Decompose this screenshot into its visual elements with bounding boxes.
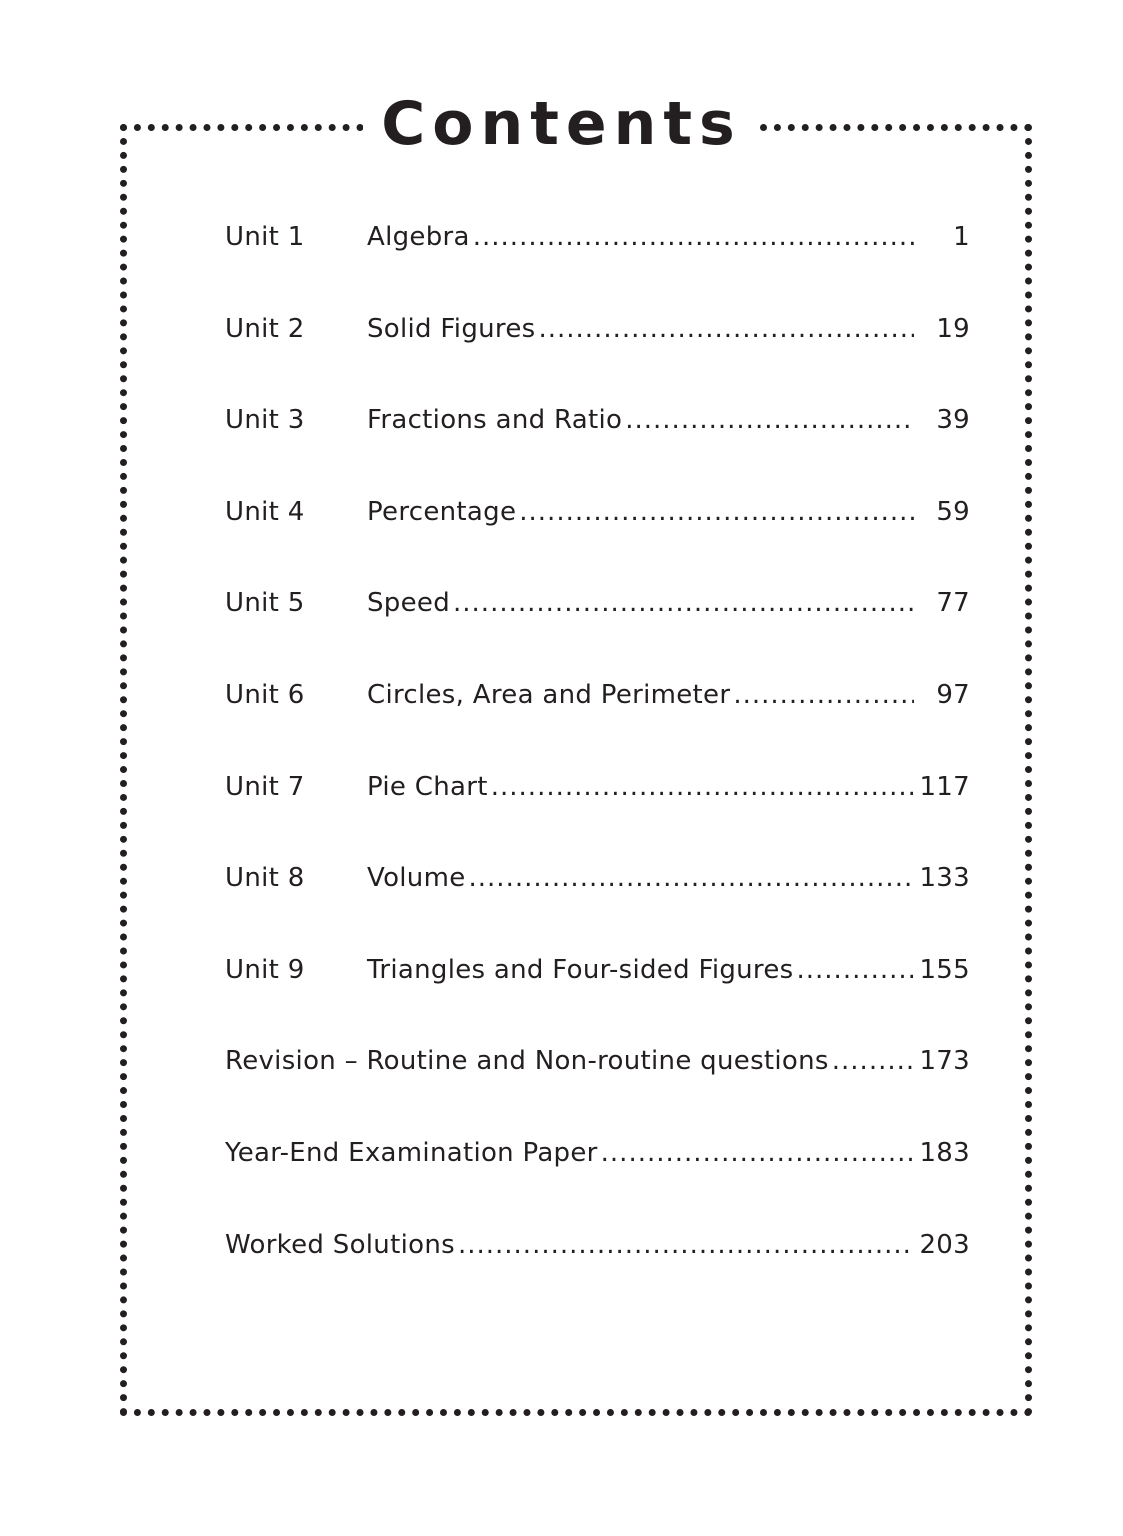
- dot-leader: [491, 764, 914, 810]
- page-number: 117: [919, 771, 970, 802]
- table-of-contents: [225, 214, 970, 1313]
- dot-leader: [469, 855, 914, 901]
- dot-leader: [519, 489, 914, 535]
- page-title-text: Contents: [363, 84, 759, 164]
- unit-label: Unit 6: [225, 679, 305, 710]
- entry-title: Year-End Examination Paper: [225, 1137, 598, 1168]
- unit-label: Unit 1: [225, 222, 305, 252]
- toc-entry-unit-6[interactable]: [225, 672, 970, 764]
- toc-entry-unit-9[interactable]: [225, 947, 970, 1039]
- page-number: 39: [936, 405, 970, 436]
- toc-entry-unit-2[interactable]: [225, 306, 970, 398]
- dot-leader: [458, 1222, 914, 1268]
- toc-entry-unit-3[interactable]: [225, 397, 970, 489]
- page-number: 203: [919, 1229, 970, 1260]
- toc-entry-unit-5[interactable]: [225, 580, 970, 672]
- dot-leader: [538, 306, 914, 352]
- unit-label: Unit 2: [225, 313, 305, 344]
- unit-label: Unit 5: [225, 588, 305, 619]
- entry-title: Triangles and Four-sided Figures: [367, 954, 794, 985]
- unit-label: Unit 7: [225, 771, 305, 802]
- page-number: 59: [936, 496, 970, 527]
- toc-entry-revision[interactable]: [225, 1038, 970, 1130]
- page-number: 133: [919, 863, 970, 894]
- entry-title: Fractions and Ratio: [367, 405, 623, 436]
- toc-entry-unit-1[interactable]: [225, 214, 970, 306]
- toc-entry-unit-8[interactable]: [225, 855, 970, 947]
- entry-title: Worked Solutions: [225, 1229, 455, 1260]
- entry-title: Algebra: [367, 222, 470, 252]
- toc-entry-year-end-exam[interactable]: [225, 1130, 970, 1222]
- dot-leader: [797, 947, 914, 993]
- entry-title: Circles, Area and Perimeter: [367, 679, 731, 710]
- entry-title: Volume: [367, 863, 466, 894]
- unit-label: Unit 8: [225, 863, 305, 894]
- page-number: 97: [936, 679, 970, 710]
- page-number: 155: [919, 954, 970, 985]
- entry-title: Speed: [367, 588, 451, 619]
- dot-leader: [733, 672, 914, 718]
- dot-leader: [832, 1038, 914, 1084]
- entry-title: Percentage: [367, 496, 517, 527]
- page-number: 183: [919, 1137, 970, 1168]
- dot-leader: [453, 580, 914, 626]
- toc-entry-unit-4[interactable]: [225, 489, 970, 581]
- dot-leader: [473, 214, 914, 260]
- dot-leader: [601, 1130, 914, 1176]
- entry-title: Solid Figures: [367, 313, 536, 344]
- unit-label: Unit 9: [225, 954, 305, 985]
- dot-leader: [625, 397, 914, 443]
- unit-label: Unit 3: [225, 405, 305, 436]
- entry-title: Revision – Routine and Non-routine questions: [225, 1046, 829, 1077]
- entry-title: Pie Chart: [367, 771, 488, 802]
- page-number: 1: [953, 222, 970, 252]
- page-title: [0, 84, 1123, 164]
- toc-entry-worked-solutions[interactable]: [225, 1222, 970, 1314]
- unit-label: Unit 4: [225, 496, 305, 527]
- toc-entry-unit-7[interactable]: [225, 764, 970, 856]
- page-number: 173: [919, 1046, 970, 1077]
- page-number: 19: [936, 313, 970, 344]
- page-number: 77: [936, 588, 970, 619]
